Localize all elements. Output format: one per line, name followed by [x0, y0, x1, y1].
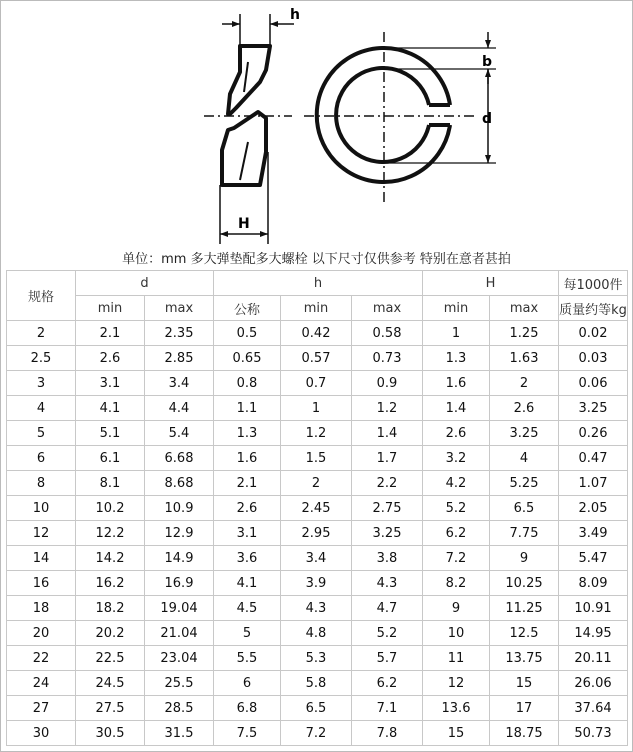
table-cell: 4.2 — [423, 471, 490, 496]
table-cell: 2 — [281, 471, 352, 496]
table-cell: 4.4 — [145, 396, 214, 421]
table-cell: 22.5 — [76, 646, 145, 671]
table-cell: 0.02 — [559, 321, 628, 346]
table-row — [7, 596, 628, 621]
table-cell: 2.45 — [281, 496, 352, 521]
table-cell: 27.5 — [76, 696, 145, 721]
table-row — [7, 671, 628, 696]
table-cell: 20.11 — [559, 646, 628, 671]
table-cell: 0.73 — [352, 346, 423, 371]
table-cell: 3.9 — [281, 571, 352, 596]
table-cell: 7.2 — [281, 721, 352, 746]
table-cell: 5.2 — [352, 621, 423, 646]
table-cell: 10.2 — [76, 496, 145, 521]
table-cell: 0.42 — [281, 321, 352, 346]
table-cell: 3.25 — [559, 396, 628, 421]
table-row — [7, 321, 628, 346]
table-cell: 3.49 — [559, 521, 628, 546]
table-cell: 0.7 — [281, 371, 352, 396]
table-cell: 17 — [490, 696, 559, 721]
table-cell: 22 — [7, 646, 76, 671]
table-row — [7, 521, 628, 546]
table-cell: 11.25 — [490, 596, 559, 621]
table-cell: 18.2 — [76, 596, 145, 621]
header-weight-line1: 每1000件 — [559, 271, 628, 296]
table-cell: 15 — [423, 721, 490, 746]
table-cell: 3.25 — [352, 521, 423, 546]
table-cell: 13.6 — [423, 696, 490, 721]
table-cell: 31.5 — [145, 721, 214, 746]
header-h-min: min — [281, 296, 352, 321]
table-cell: 5.47 — [559, 546, 628, 571]
table-cell: 14.2 — [76, 546, 145, 571]
table-cell: 5.2 — [423, 496, 490, 521]
table-cell: 10 — [7, 496, 76, 521]
table-cell: 11 — [423, 646, 490, 671]
table-cell: 3.8 — [352, 546, 423, 571]
table-cell: 0.5 — [214, 321, 281, 346]
table-row — [7, 346, 628, 371]
header-d-max: max — [145, 296, 214, 321]
table-cell: 1.07 — [559, 471, 628, 496]
table-cell: 1.1 — [214, 396, 281, 421]
table-cell: 7.5 — [214, 721, 281, 746]
table-cell: 1.3 — [214, 421, 281, 446]
table-cell: 8.2 — [423, 571, 490, 596]
table-cell: 2.6 — [490, 396, 559, 421]
table-cell: 6 — [214, 671, 281, 696]
table-cell: 7.1 — [352, 696, 423, 721]
table-cell: 6.68 — [145, 446, 214, 471]
table-cell: 1.4 — [352, 421, 423, 446]
spec-table — [6, 270, 628, 746]
header-h-max: max — [352, 296, 423, 321]
table-cell: 0.8 — [214, 371, 281, 396]
table-cell: 2.2 — [352, 471, 423, 496]
table-cell: 5 — [7, 421, 76, 446]
table-cell: 24 — [7, 671, 76, 696]
dim-label-h: h — [290, 7, 300, 23]
table-cell: 2.05 — [559, 496, 628, 521]
table-row — [7, 371, 628, 396]
table-cell: 20.2 — [76, 621, 145, 646]
table-cell: 3.1 — [76, 371, 145, 396]
table-cell: 3.4 — [145, 371, 214, 396]
spring-washer-drawing — [4, 2, 629, 245]
dim-label-H: H — [238, 216, 250, 232]
table-cell: 1.4 — [423, 396, 490, 421]
table-cell: 16.9 — [145, 571, 214, 596]
header-h: h — [214, 271, 423, 296]
table-cell: 4.3 — [281, 596, 352, 621]
table-cell: 24.5 — [76, 671, 145, 696]
table-cell: 1 — [281, 396, 352, 421]
table-cell: 16.2 — [76, 571, 145, 596]
table-cell: 9 — [490, 546, 559, 571]
table-cell: 4 — [7, 396, 76, 421]
table-cell: 2.6 — [423, 421, 490, 446]
header-H: H — [423, 271, 559, 296]
table-row — [7, 571, 628, 596]
table-cell: 2.1 — [76, 321, 145, 346]
table-cell: 8.68 — [145, 471, 214, 496]
header-weight-line2: 质量约等kg — [559, 296, 628, 321]
table-row — [7, 621, 628, 646]
table-cell: 4.7 — [352, 596, 423, 621]
table-cell: 6.8 — [214, 696, 281, 721]
dim-label-d: d — [482, 111, 493, 127]
table-cell: 6.5 — [490, 496, 559, 521]
table-cell: 2.95 — [281, 521, 352, 546]
table-row — [7, 721, 628, 746]
table-cell: 30.5 — [76, 721, 145, 746]
table-cell: 37.64 — [559, 696, 628, 721]
table-cell: 12.2 — [76, 521, 145, 546]
table-cell: 4.1 — [76, 396, 145, 421]
table-cell: 1.2 — [352, 396, 423, 421]
table-cell: 25.5 — [145, 671, 214, 696]
table-cell: 1 — [423, 321, 490, 346]
table-cell: 1.3 — [423, 346, 490, 371]
table-cell: 1.6 — [214, 446, 281, 471]
table-cell: 8 — [7, 471, 76, 496]
table-cell: 1.7 — [352, 446, 423, 471]
table-cell: 3 — [7, 371, 76, 396]
header-H-max: max — [490, 296, 559, 321]
table-cell: 20 — [7, 621, 76, 646]
table-cell: 21.04 — [145, 621, 214, 646]
dim-label-b: b — [482, 54, 493, 70]
table-cell: 4.5 — [214, 596, 281, 621]
caption: 单位：mm 多大弹垫配多大螺栓 以下尺寸仅供参考 特别在意者甚拍 — [122, 252, 511, 267]
table-cell: 2 — [7, 321, 76, 346]
table-cell: 2.6 — [76, 346, 145, 371]
table-cell: 19.04 — [145, 596, 214, 621]
table-cell: 18 — [7, 596, 76, 621]
table-cell: 5.7 — [352, 646, 423, 671]
table-cell: 18.75 — [490, 721, 559, 746]
table-cell: 3.25 — [490, 421, 559, 446]
table-cell: 5.4 — [145, 421, 214, 446]
table-cell: 2.1 — [214, 471, 281, 496]
table-cell: 5.3 — [281, 646, 352, 671]
table-cell: 10 — [423, 621, 490, 646]
header-H-min: min — [423, 296, 490, 321]
table-cell: 4.3 — [352, 571, 423, 596]
table-cell: 5.25 — [490, 471, 559, 496]
table-cell: 0.57 — [281, 346, 352, 371]
table-cell: 2.85 — [145, 346, 214, 371]
table-cell: 14.9 — [145, 546, 214, 571]
table-cell: 6.2 — [423, 521, 490, 546]
table-cell: 23.04 — [145, 646, 214, 671]
table-cell: 26.06 — [559, 671, 628, 696]
table-cell: 0.47 — [559, 446, 628, 471]
table-row — [7, 446, 628, 471]
table-cell: 7.75 — [490, 521, 559, 546]
table-cell: 12 — [423, 671, 490, 696]
table-cell: 2.35 — [145, 321, 214, 346]
table-cell: 7.2 — [423, 546, 490, 571]
table-cell: 12.9 — [145, 521, 214, 546]
table-cell: 4.8 — [281, 621, 352, 646]
table-cell: 14.95 — [559, 621, 628, 646]
table-cell: 6 — [7, 446, 76, 471]
table-cell: 12 — [7, 521, 76, 546]
table-cell: 6.1 — [76, 446, 145, 471]
table-cell: 13.75 — [490, 646, 559, 671]
table-cell: 10.25 — [490, 571, 559, 596]
table-row — [7, 471, 628, 496]
table-cell: 15 — [490, 671, 559, 696]
table-cell: 6.2 — [352, 671, 423, 696]
table-cell: 0.9 — [352, 371, 423, 396]
table-cell: 5 — [214, 621, 281, 646]
table-cell: 8.09 — [559, 571, 628, 596]
table-cell: 5.1 — [76, 421, 145, 446]
table-cell: 4 — [490, 446, 559, 471]
table-cell: 14 — [7, 546, 76, 571]
table-cell: 0.58 — [352, 321, 423, 346]
table-cell: 10.9 — [145, 496, 214, 521]
table-cell: 8.1 — [76, 471, 145, 496]
table-cell: 1.63 — [490, 346, 559, 371]
table-cell: 2.75 — [352, 496, 423, 521]
table-row — [7, 646, 628, 671]
header-d-min: min — [76, 296, 145, 321]
table-row — [7, 696, 628, 721]
table-cell: 2.5 — [7, 346, 76, 371]
table-cell: 12.5 — [490, 621, 559, 646]
table-cell: 0.26 — [559, 421, 628, 446]
table-row — [7, 496, 628, 521]
header-h-nominal: 公称 — [214, 296, 281, 321]
table-cell: 1.25 — [490, 321, 559, 346]
table-cell: 16 — [7, 571, 76, 596]
table-cell: 3.2 — [423, 446, 490, 471]
table-cell: 1.6 — [423, 371, 490, 396]
table-row — [7, 396, 628, 421]
header-spec: 规格 — [7, 271, 76, 321]
header-d: d — [76, 271, 214, 296]
table-cell: 3.1 — [214, 521, 281, 546]
table-row — [7, 546, 628, 571]
table-cell: 1.5 — [281, 446, 352, 471]
table-cell: 0.06 — [559, 371, 628, 396]
table-cell: 3.4 — [281, 546, 352, 571]
table-cell: 0.03 — [559, 346, 628, 371]
table-cell: 28.5 — [145, 696, 214, 721]
table-cell: 3.6 — [214, 546, 281, 571]
table-cell: 30 — [7, 721, 76, 746]
table-cell: 2 — [490, 371, 559, 396]
table-cell: 2.6 — [214, 496, 281, 521]
table-cell: 7.8 — [352, 721, 423, 746]
table-cell: 10.91 — [559, 596, 628, 621]
table-cell: 50.73 — [559, 721, 628, 746]
table-cell: 0.65 — [214, 346, 281, 371]
table-cell: 1.2 — [281, 421, 352, 446]
header-row-1 — [7, 271, 628, 296]
table-cell: 27 — [7, 696, 76, 721]
header-row-2 — [7, 296, 628, 321]
table-cell: 4.1 — [214, 571, 281, 596]
table-cell: 9 — [423, 596, 490, 621]
table-cell: 5.8 — [281, 671, 352, 696]
table-row — [7, 421, 628, 446]
table-cell: 5.5 — [214, 646, 281, 671]
table-cell: 6.5 — [281, 696, 352, 721]
